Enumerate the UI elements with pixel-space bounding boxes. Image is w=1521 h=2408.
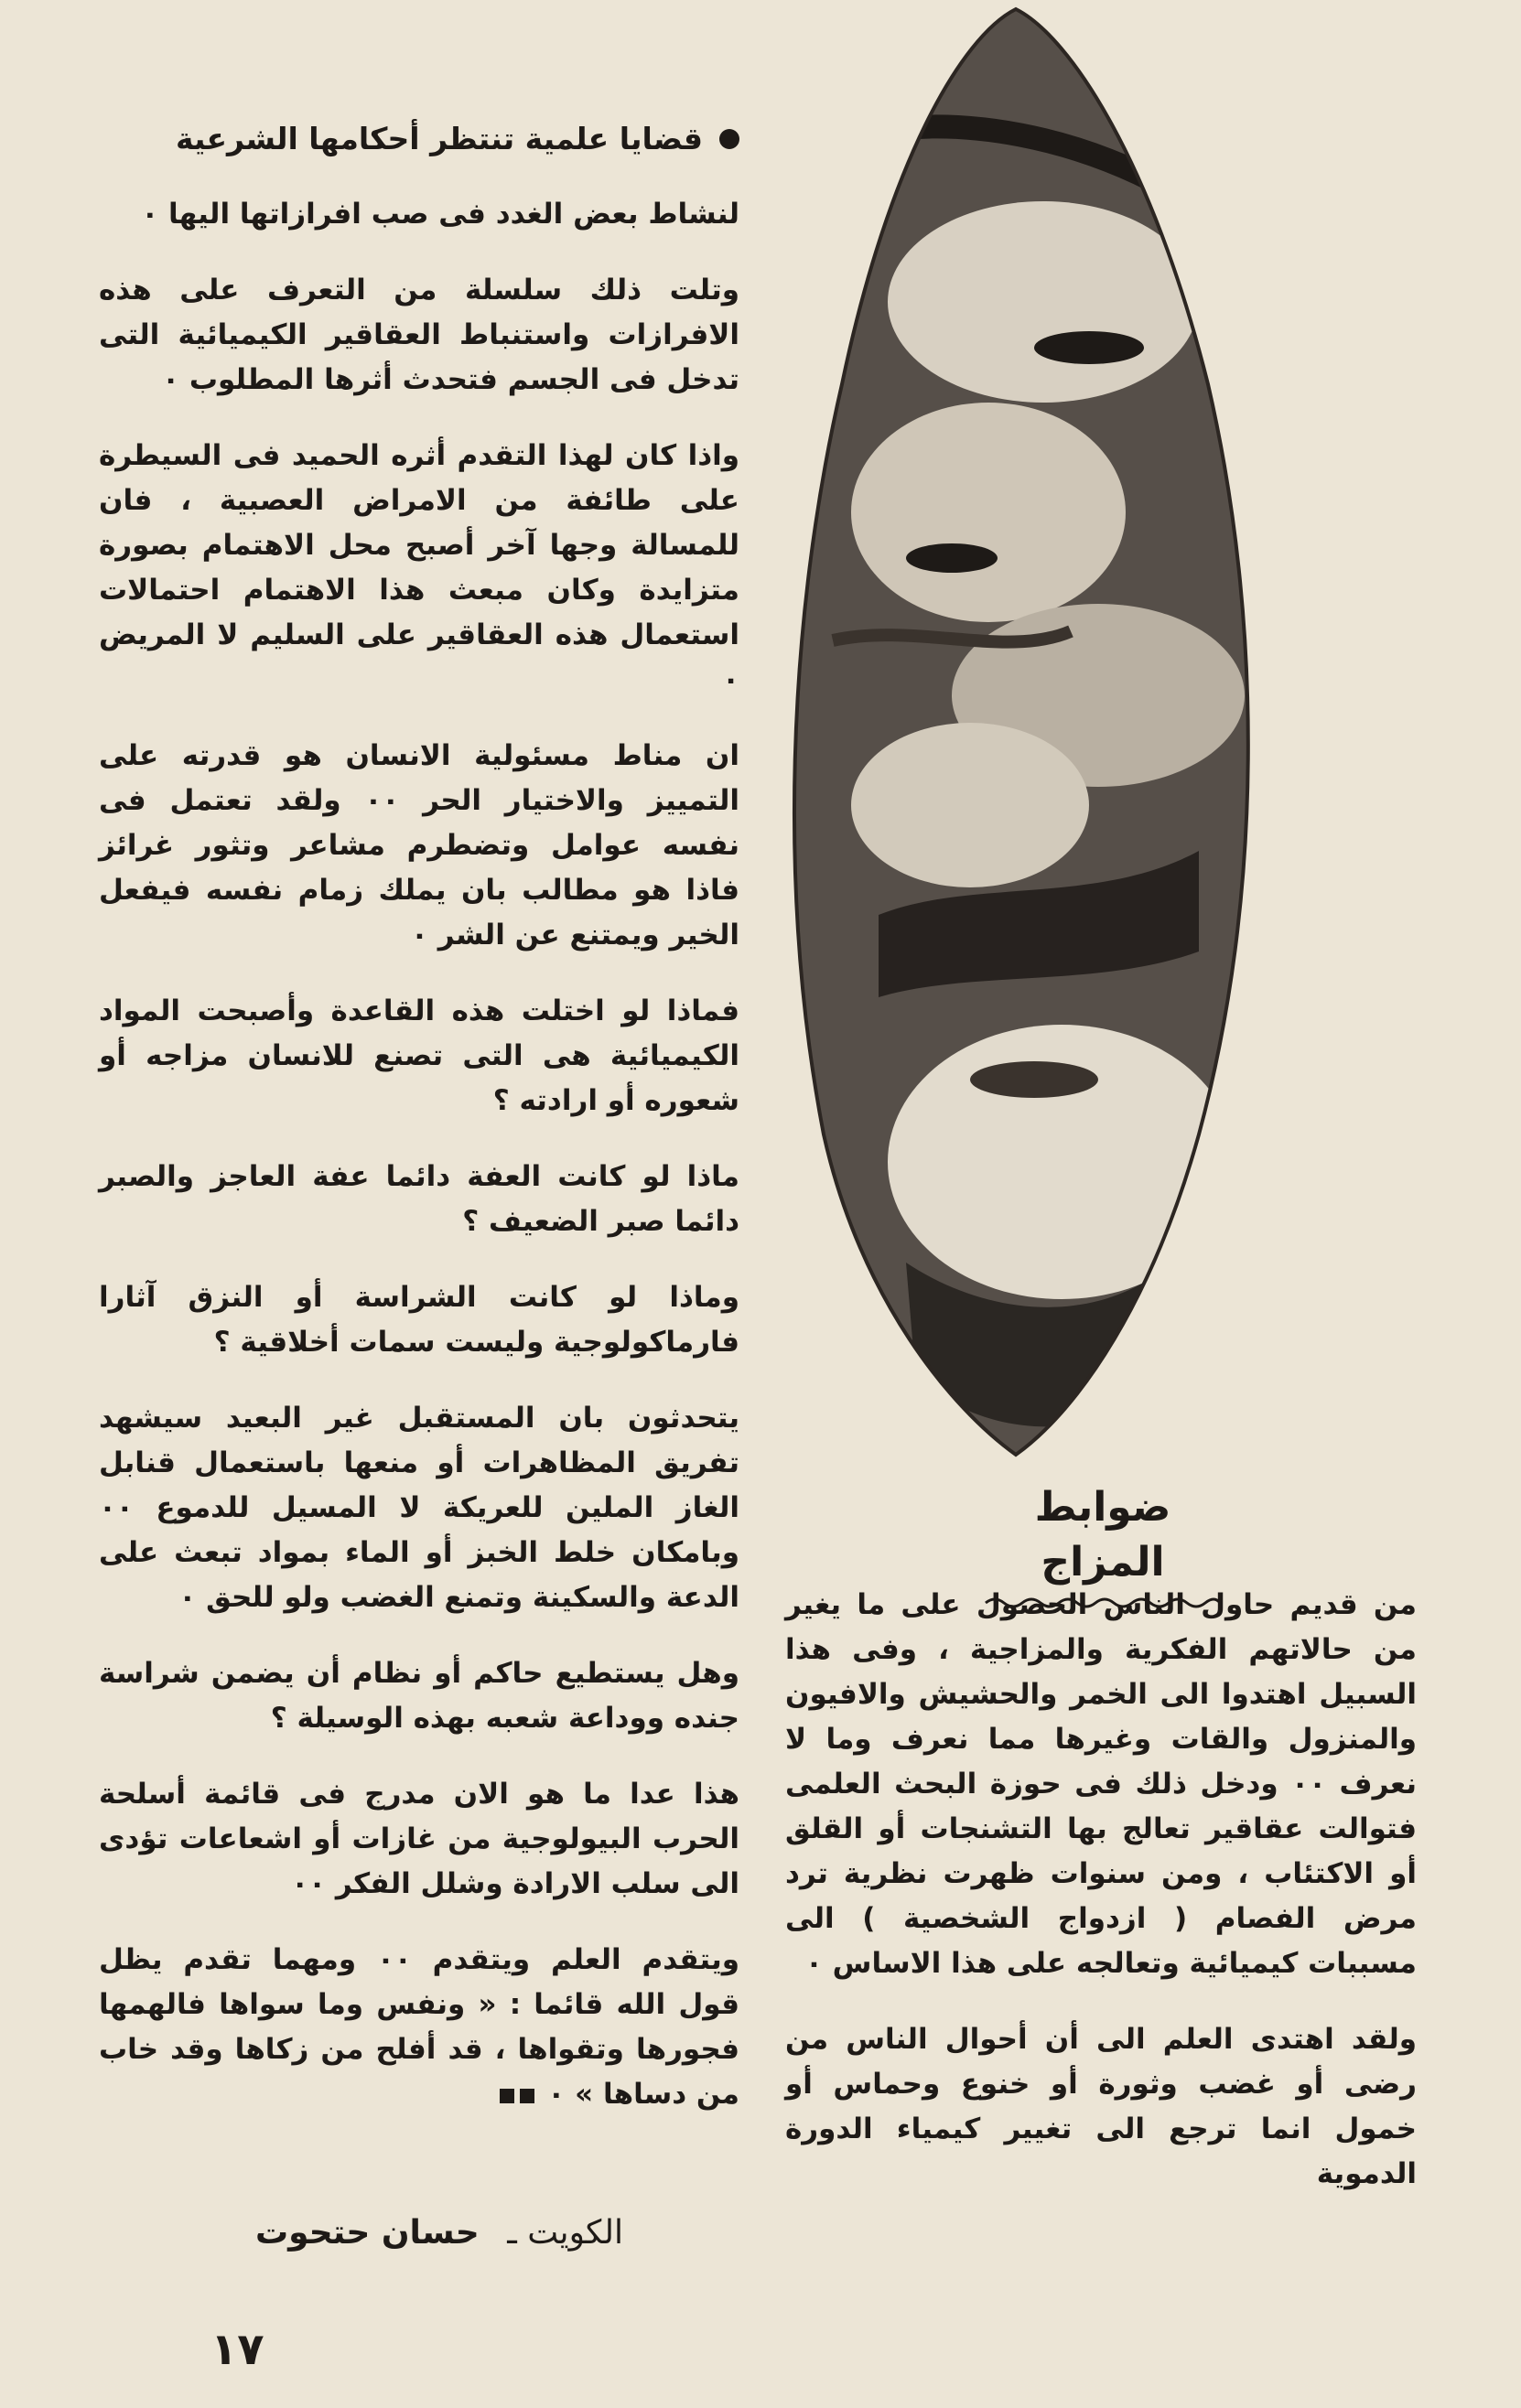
left-text-column xyxy=(99,119,739,2134)
paragraph: يتحدثون بان المستقبل غير البعيد سيشهد تفريق المظاهرات أو منعها باستعمال قنابل الغاز الملين للعريكة لا المسيل للدموع ٠٠ وبامكان خلط الخبز أو الماء بمواد تبعث على الدعة والسكينة وتمنع الغضب ولو للحق ٠ xyxy=(99,1402,739,1614)
page-number: ١٧ xyxy=(210,2324,264,2375)
paragraph: ان مناط مسئولية الانسان هو قدرته على التمييز والاختيار الحر ٠٠ ولقد تعتمل فى نفسه عوامل وتضطرم مشاعر وتثور غرائز فاذا هو مطالب بان يملك زمام نفسه فيفعل الخير ويمتنع عن الشر ٠ xyxy=(99,739,739,951)
section-label-text: قضايا علمية تنتظر أحكامها الشرعية xyxy=(175,121,703,156)
paragraph: هذا عدا ما هو الان مدرج فى قائمة أسلحة الحرب البيولوجية من غازات أو اشعاعات تؤدى الى سلب الارادة وشلل الفكر ٠٠ xyxy=(99,1778,739,1900)
final-paragraph xyxy=(99,1938,739,2117)
paragraph: ماذا لو كانت العفة دائما عفة العاجز والصبر دائما صبر الضعيف ؟ xyxy=(99,1160,739,1238)
paragraph: وتلت ذلك سلسلة من التعرف على هذه الافرازات واستنباط العقاقير الكيميائية التى تدخل فى الجسم فتحدث أثرها المطلوب ٠ xyxy=(99,274,739,396)
signature-place: الكويت ـ xyxy=(507,2214,624,2252)
section-label xyxy=(99,119,739,159)
bullet-icon xyxy=(719,129,739,149)
paragraph: فماذا لو اختلت هذه القاعدة وأصبحت المواد الكيميائية هى التى تصنع للانسان مزاجه أو شعوره أو ارادته ؟ xyxy=(99,994,739,1117)
signature-author: حسان حتحوت xyxy=(254,2214,480,2252)
end-mark-icon xyxy=(500,2089,534,2103)
faces-illustration-icon xyxy=(769,0,1281,1464)
paragraph: واذا كان لهذا التقدم أثره الحميد فى السيطرة على طائفة من الامراض العصبية ، فان للمسالة وجها آخر أصبح محل الاهتمام بصورة متزايدة وكان مبعث هذا الاهتمام احتمالات استعمال هذه العقاقير على السليم لا المريض ٠ xyxy=(99,439,739,696)
paragraph: من قديم حاول الناس الحصول على ما يغير من حالاتهم الفكرية والمزاجية ، وفى هذا السبيل اهتدوا الى الخمر والحشيش والافيون والمنزول والقات وغيرها مما نعرف وما لا نعرف ٠٠ ودخل ذلك فى حوزة البحث العلمى فتوالت عقاقير تعالج بها التشنجات أو القلق أو الاكتئاب ، ومن سنوات ظهرت نظرية ترد مرض الفصام ( ازدواج الشخصية ) الى مسببات كيميائية وتعالجه على هذا الاساس ٠ xyxy=(785,1588,1417,1980)
paragraph: وماذا لو كانت الشراسة أو النزق آثارا فارماكولوجية وليست سمات أخلاقية ؟ xyxy=(99,1281,739,1359)
article-heading: ضوابط المزاج xyxy=(1034,1484,1171,1586)
right-text-column xyxy=(785,1583,1417,2228)
paragraph: ولقد اهتدى العلم الى أن أحوال الناس من رضى أو غضب وثورة أو خنوع وحماس أو خمول انما ترجع الى تغيير كيمياء الدورة الدموية xyxy=(785,2023,1417,2190)
signature xyxy=(238,2214,641,2252)
paragraph: وهل يستطيع حاكم أو نظام أن يضمن شراسة جنده ووداعة شعبه بهذه الوسيلة ؟ xyxy=(99,1657,739,1735)
paragraph: لنشاط بعض الغدد فى صب افرازاتها اليها ٠ xyxy=(141,198,739,231)
final-paragraph-text: ويتقدم العلم ويتقدم ٠٠ ومهما تقدم يظل قول الله قائما : « ونفس وما سواها فالهمها فجورها وتقواها ، قد أفلح من زكاها وقد خاب من دساها » ٠ xyxy=(99,1943,739,2111)
